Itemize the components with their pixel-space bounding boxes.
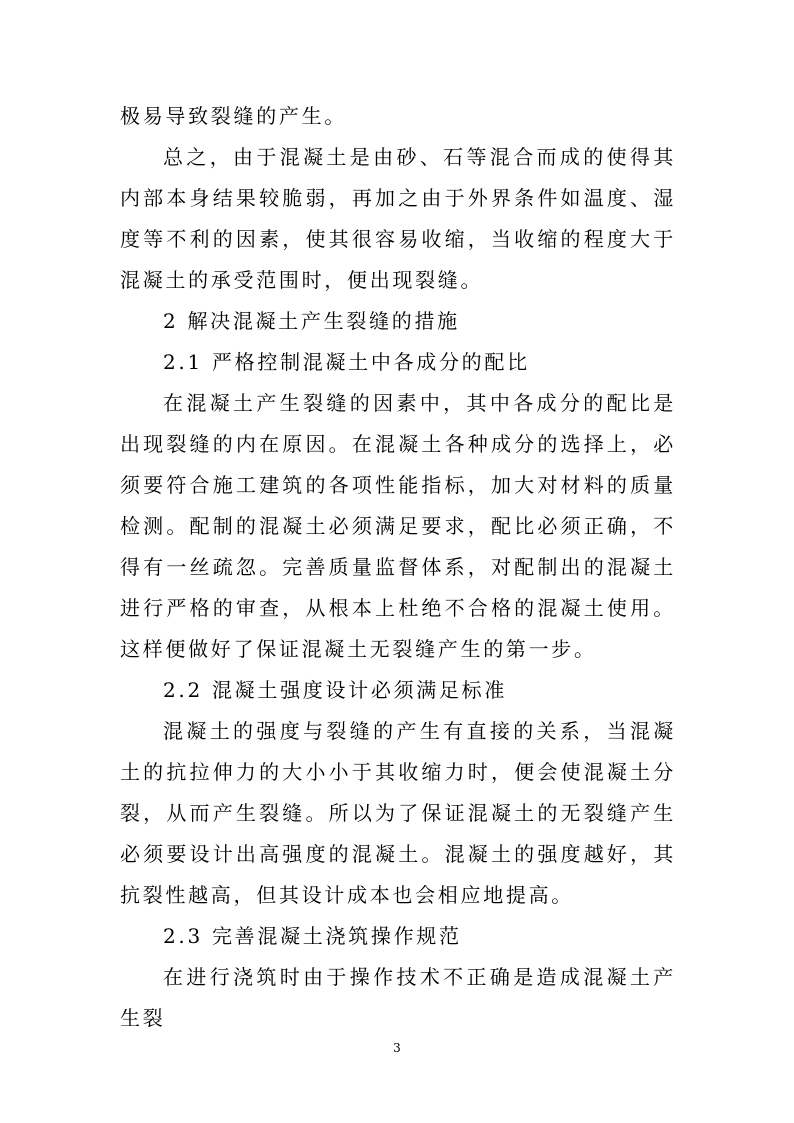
subsection-heading: 2.1 严格控制混凝土中各成分的配比 [163,350,530,374]
paragraph: 混凝土的强度与裂缝的产生有直接的关系，当混凝土的抗拉伸力的大小小于其收缩力时，便会使混凝土分裂，从而产生裂缝。所以为了保证混凝土的无裂缝产生必须要设计出高强度的混凝土。混凝土的强度越好，其抗裂性越高，但其设计成本也会相应地提高。 [120,719,676,907]
document-body [120,96,676,1039]
subsection-heading: 2.2 混凝土强度设计必须满足标准 [163,678,508,702]
paragraph: 在混凝土产生裂缝的因素中，其中各成分的配比是出现裂缝的内在原因。在混凝土各种成分的选择上，必须要符合施工建筑的各项性能指标，加大对材料的质量检测。配制的混凝土必须满足要求，配比必须正确，不得有一丝疏忽。完善质量监督体系，对配制出的混凝土进行严格的审查，从根本上杜绝不合格的混凝土使用。这样便做好了保证混凝土无裂缝产生的第一步。 [120,391,676,661]
paragraph: 总之，由于混凝土是由砂、石等混合而成的使得其内部本身结果较脆弱，再加之由于外界条件如温度、湿度等不利的因素，使其很容易收缩，当收缩的程度大于混凝土的承受范围时，便出现裂缝。 [120,145,676,292]
paragraph: 极易导致裂缝的产生。 [120,104,347,128]
section-heading: 2 解决混凝土产生裂缝的措施 [163,309,460,333]
page-number: 3 [393,1041,401,1055]
paragraph: 在进行浇筑时由于操作技术不正确是造成混凝土产生裂 [120,965,676,1030]
subsection-heading: 2.3 完善混凝土浇筑操作规范 [163,924,462,948]
